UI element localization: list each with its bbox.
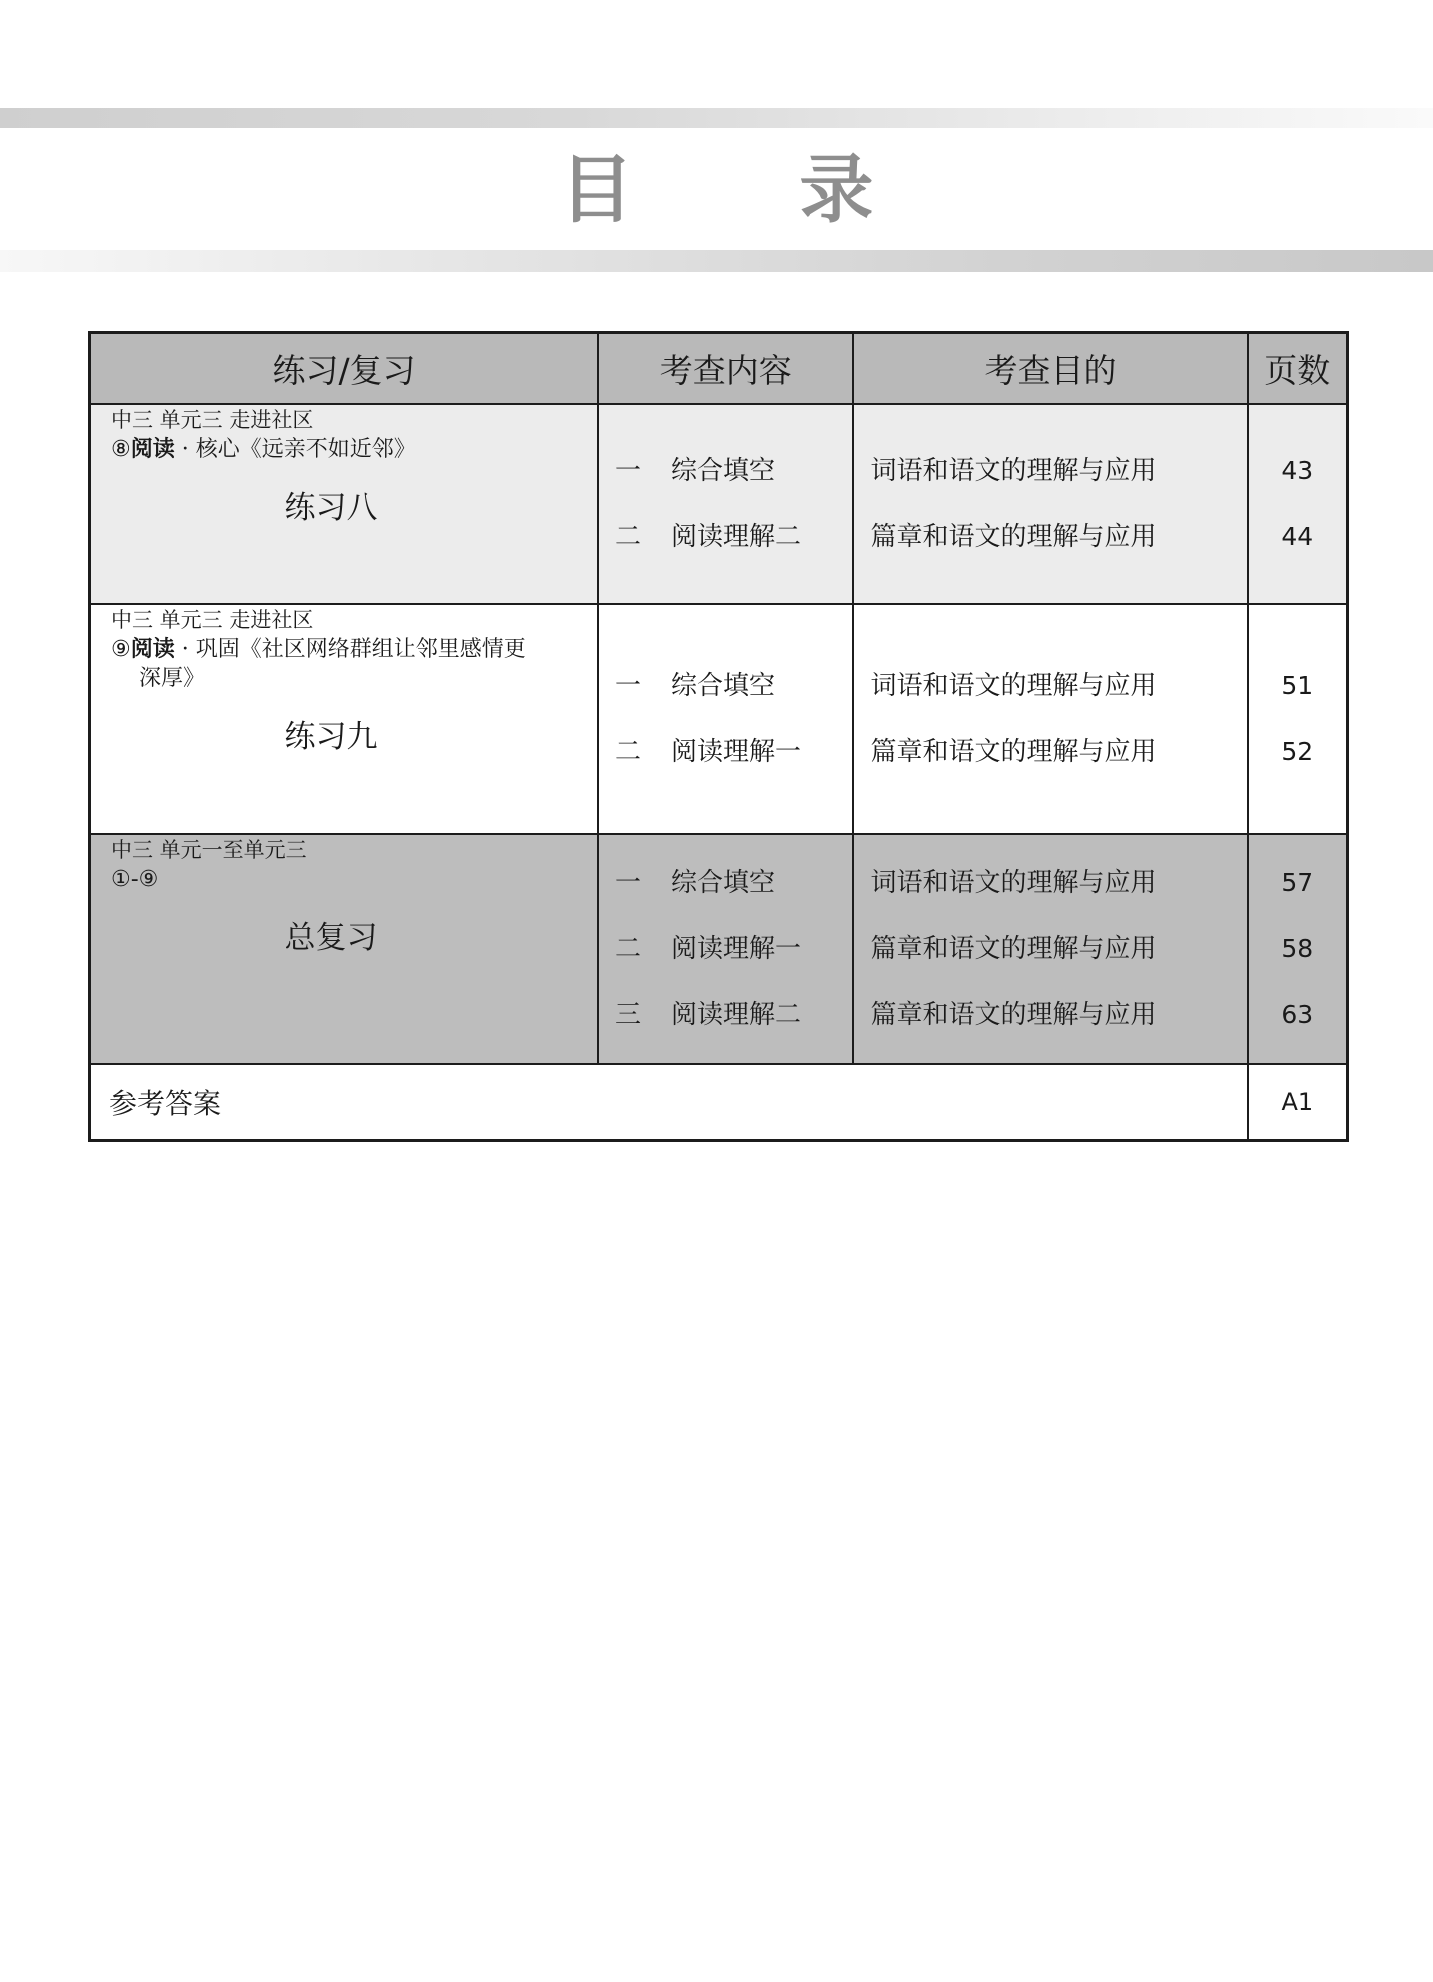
content-item: 一 综合填空	[615, 868, 776, 898]
reading-word: 阅读	[130, 437, 175, 462]
reading-title: · 巩固《社区网络群组让邻里感情更	[174, 637, 526, 662]
content-cell	[598, 604, 853, 834]
purpose-cell	[853, 404, 1247, 604]
header-content: 考查内容	[598, 333, 853, 405]
toc-row	[90, 834, 1348, 1064]
page-number[interactable]: 58	[1281, 934, 1314, 963]
reading-range: ①-⑨	[111, 867, 159, 892]
header-purpose: 考查目的	[853, 333, 1247, 405]
purpose-item: 篇章和语文的理解与应用	[870, 737, 1157, 767]
purpose-item: 词语和语文的理解与应用	[870, 456, 1157, 486]
header-band-bottom	[0, 250, 1433, 272]
header-exercise: 练习/复习	[90, 333, 599, 405]
reading-label	[111, 635, 581, 693]
lesson-cell	[90, 604, 599, 834]
purpose-cell	[853, 604, 1247, 834]
content-item: 二 阅读理解一	[615, 934, 802, 964]
page-number[interactable]: 57	[1281, 868, 1314, 897]
reading-label	[111, 865, 581, 894]
reading-number: ⑧	[111, 437, 131, 462]
reading-number: ⑨	[111, 637, 131, 662]
content-item: 二 阅读理解二	[615, 522, 802, 552]
content-item: 二 阅读理解一	[615, 737, 802, 767]
exercise-title[interactable]: 练习九	[284, 719, 378, 755]
page-title: 目 录	[559, 147, 944, 233]
lesson-cell	[90, 834, 599, 1064]
answers-label-cell	[90, 1064, 1248, 1141]
purpose-item: 词语和语文的理解与应用	[870, 868, 1157, 898]
toc-header-row	[90, 333, 1348, 405]
reading-title: · 核心《远亲不如近邻》	[174, 437, 416, 462]
answers-row	[90, 1064, 1348, 1141]
exercise-title[interactable]: 练习八	[284, 490, 378, 526]
lesson-cell	[90, 404, 599, 604]
toc-row	[90, 604, 1348, 834]
pages-cell	[1248, 404, 1348, 604]
unit-label: 中三 单元一至单元三	[111, 838, 307, 862]
unit-label: 中三 单元三 走进社区	[111, 608, 314, 632]
reading-title-continued: 深厚》	[139, 666, 206, 691]
page-number[interactable]: 52	[1281, 737, 1314, 766]
page-number[interactable]: 51	[1281, 671, 1314, 700]
pages-cell	[1248, 834, 1348, 1064]
header-pages: 页数	[1248, 333, 1348, 405]
page-number[interactable]: 43	[1281, 456, 1314, 485]
toc-row	[90, 404, 1348, 604]
reading-label	[111, 435, 581, 464]
answers-label[interactable]: 参考答案	[109, 1087, 222, 1120]
content-item: 一 综合填空	[615, 671, 776, 701]
content-item: 一 综合填空	[615, 456, 776, 486]
toc-table	[88, 331, 1349, 1142]
page-number[interactable]: 44	[1281, 522, 1314, 551]
content-cell	[598, 834, 853, 1064]
page-number[interactable]: 63	[1281, 1000, 1314, 1029]
unit-label: 中三 单元三 走进社区	[111, 408, 314, 432]
purpose-item: 篇章和语文的理解与应用	[870, 934, 1157, 964]
purpose-item: 词语和语文的理解与应用	[870, 671, 1157, 701]
purpose-item: 篇章和语文的理解与应用	[870, 1000, 1157, 1030]
exercise-title[interactable]: 总复习	[284, 920, 378, 956]
purpose-cell	[853, 834, 1247, 1064]
reading-word: 阅读	[130, 637, 175, 662]
content-item: 三 阅读理解二	[615, 1000, 802, 1030]
answers-page-cell	[1248, 1064, 1348, 1141]
content-cell	[598, 404, 853, 604]
pages-cell	[1248, 604, 1348, 834]
purpose-item: 篇章和语文的理解与应用	[870, 522, 1157, 552]
answers-page[interactable]: A1	[1281, 1088, 1314, 1116]
header-band-top	[0, 108, 1433, 128]
